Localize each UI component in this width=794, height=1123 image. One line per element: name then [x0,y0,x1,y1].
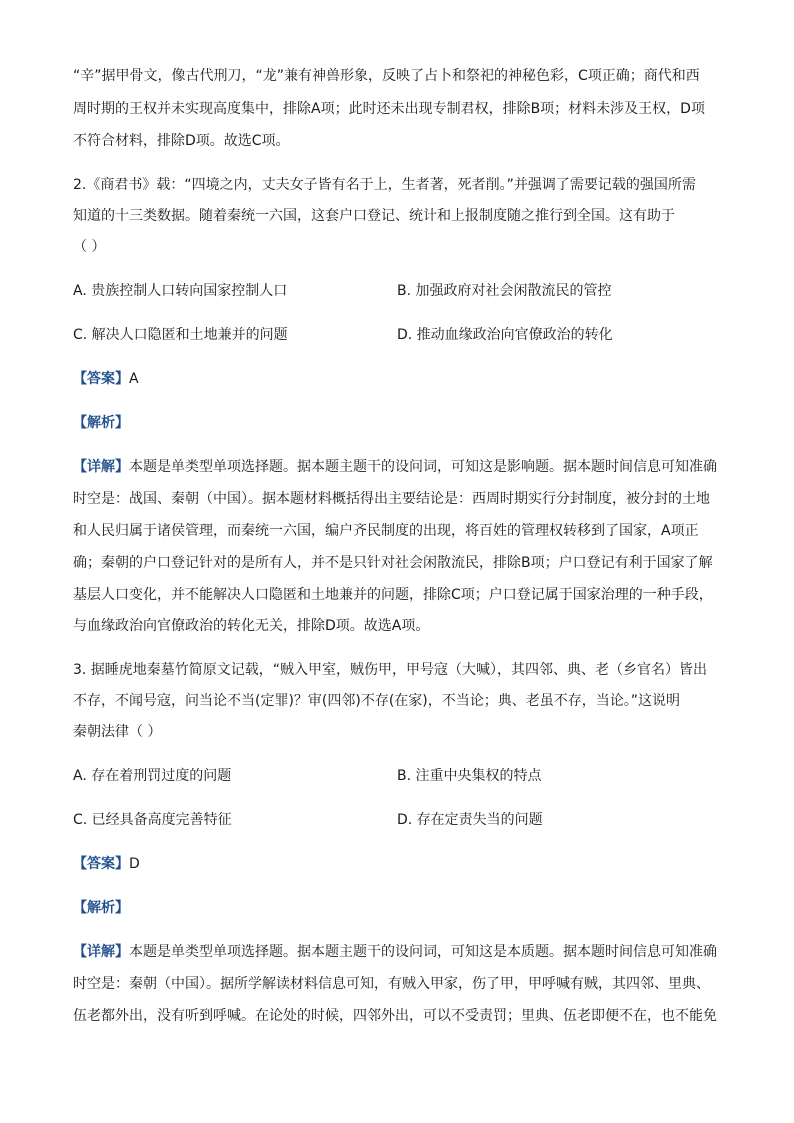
intro-line: 不符合材料，排除D项。故选C项。 [73,133,290,149]
question-2-answer [73,369,139,389]
intro-line: “辛”据甲骨文，像古代刑刀，“龙”兼有神兽形象，反映了占卜和祭祀的神秘色彩，C项正确；商代和西 [73,68,700,84]
answer-label: 【答案】 [73,371,129,387]
detail-label: 【详解】 [73,944,129,960]
question-3-detail-line: 伍老都外出，没有听到呼喊。在论处的时候，四邻外出，可以不受责罚；里典、伍老即便不在，也不能免 [73,1008,717,1024]
question-2-blank: （ ） [73,239,106,255]
question-2-detail-line: 和人民归属于诸侯管理，而秦统一六国，编户齐民制度的出现，将百姓的管理权转移到了国家，A项正 [73,523,699,539]
question-3-option-d: D. 存在定责失当的问题 [397,812,543,828]
question-3-option-a: A. 存在着刑罚过度的问题 [73,768,232,784]
question-2-option-d: D. 推动血缘政治向官僚政治的转化 [397,327,613,343]
question-2-option-c: C. 解决人口隐匿和土地兼并的问题 [73,327,288,343]
question-2-option-b: B. 加强政府对社会闲散流民的管控 [397,283,612,299]
question-3-option-c: C. 已经具备高度完善特征 [73,812,232,828]
analysis-label: 【解析】 [73,415,129,431]
detail-text: 本题是单类型单项选择题。据本题主题干的设问词，可知这是影响题。据本题时间信息可知准确 [129,459,717,475]
question-2-option-a: A. 贵族控制人口转向国家控制人口 [73,283,288,299]
answer-value: A [129,371,139,387]
question-3-detail-line: 时空是：秦朝（中国）。据所学解读材料信息可知，有贼入甲家，伤了甲，甲呼喊有贼，其四邻、里典、 [73,976,710,992]
question-3-detail-line [73,942,717,962]
detail-text: 本题是单类型单项选择题。据本题主题干的设问词，可知这是本质题。据本题时间信息可知准确 [129,944,717,960]
question-3-option-b: B. 注重中央集权的特点 [397,768,542,784]
question-2-detail-line: 确；秦朝的户口登记针对的是所有人，并不是只针对社会闲散流民，排除B项；户口登记有利于国家了解 [73,555,713,571]
question-2-analysis-label [73,413,129,433]
detail-label: 【详解】 [73,459,129,475]
intro-line: 周时期的王权并未实现高度集中，排除A项；此时还未出现专制君权，排除B项；材料未涉及王权，D项 [73,101,705,117]
question-2-detail-line: 基层人口变化，并不能解决人口隐匿和土地兼并的问题，排除C项；户口登记属于国家治理的一种手段， [73,587,713,603]
question-2-stem-line: 2.《商君书》载：“四境之内，丈夫女子皆有名于上，生者著，死者削。”并强调了需要记载的强国所需 [73,177,696,193]
question-3-stem-line: 3. 据睡虎地秦墓竹简原文记载，“贼入甲室，贼伤甲，甲号寇（大喊），其四邻、典、老（乡官名）皆出 [73,662,708,678]
question-2-stem-line: 知道的十三类数据。随着秦统一六国，这套户口登记、统计和上报制度随之推行到全国。这有助于 [73,208,675,224]
question-3-stem-line: 不存，不闻号寇，问当论不当(定罪)？审(四邻)不存(在家)，不当论；典、老虽不存，当论。”这说明 [73,693,681,709]
question-2-detail-line: 时空是：战国、秦朝（中国）。据本题材料概括得出主要结论是：西周时期实行分封制度，被分封的土地 [73,491,710,507]
question-2-detail-line [73,457,717,477]
analysis-label: 【解析】 [73,900,129,916]
answer-label: 【答案】 [73,856,129,872]
question-3-answer [73,854,140,874]
answer-value: D [129,856,140,872]
question-3-stem-line: 秦朝法律（ ） [73,724,162,740]
question-2-detail-line: 与血缘政治向官僚政治的转化无关，排除D项。故选A项。 [73,618,430,634]
question-3-analysis-label [73,898,129,918]
